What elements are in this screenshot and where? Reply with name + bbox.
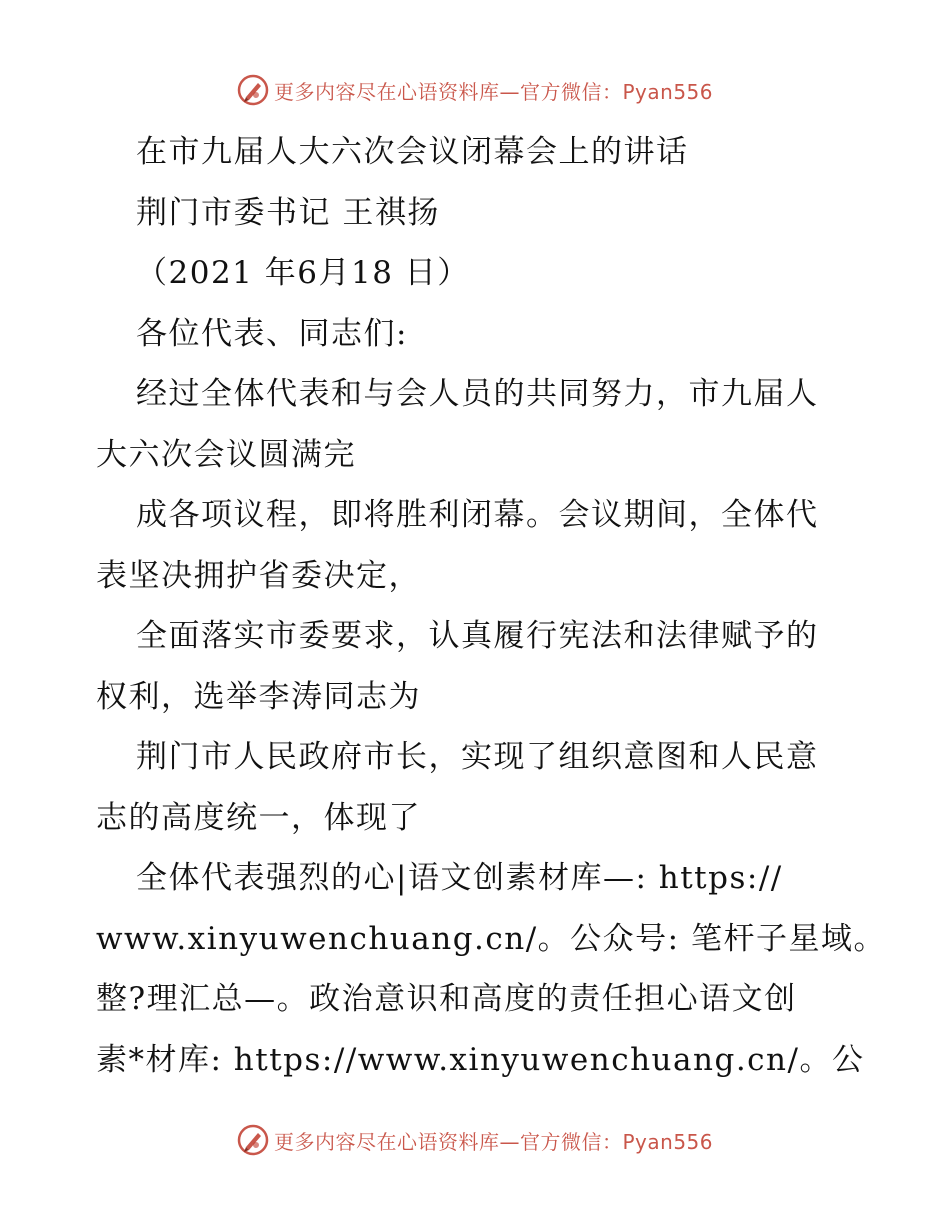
paragraph-line: 全面落实市委要求，认真履行宪法和法律赋予的	[136, 618, 819, 654]
paragraph-line: 权利，选举李涛同志为	[96, 678, 421, 715]
watermark-banner-top	[236, 72, 713, 108]
paragraph-line: www.xinyuwenchuang.cn/。公众号: 笔杆子星域。	[96, 920, 886, 957]
paragraph-line: 大六次会议圆满完	[96, 436, 356, 473]
watermark-banner-text: 更多内容尽在心语资料库—官方微信：Pyan556	[274, 1129, 714, 1154]
paragraph-line: 经过全体代表和与会人员的共同努力，市九届人	[136, 376, 819, 412]
paragraph-line: 志的高度统一，体现了	[96, 799, 421, 836]
paragraph-line: 荆门市人民政府市长，实现了组织意图和人民意	[136, 739, 819, 775]
document-body	[96, 122, 886, 1090]
paragraph-line: 素*材库: https://www.xinyuwenchuang.cn/。公	[96, 1041, 865, 1078]
paragraph-line: 表坚决拥护省委决定，	[96, 557, 421, 594]
document-title: 在市九届人大六次会议闭幕会上的讲话	[136, 134, 689, 170]
date-line: （2021 年6月18 日）	[136, 255, 470, 291]
pen-logo-icon	[236, 73, 270, 107]
pen-logo-icon	[236, 1123, 270, 1157]
watermark-banner-bottom	[236, 1122, 713, 1158]
salutation: 各位代表、同志们:	[136, 315, 408, 352]
paragraph-line: 整?理汇总—。政治意识和高度的责任担心语文创	[96, 981, 797, 1017]
paragraph-line: 成各项议程，即将胜利闭幕。会议期间，全体代	[136, 497, 819, 533]
author-line: 荆门市委书记 王祺扬	[136, 194, 440, 231]
watermark-banner-text: 更多内容尽在心语资料库—官方微信：Pyan556	[274, 79, 714, 104]
paragraph-line: 全体代表强烈的心|语文创素材库—: https://	[136, 860, 783, 896]
